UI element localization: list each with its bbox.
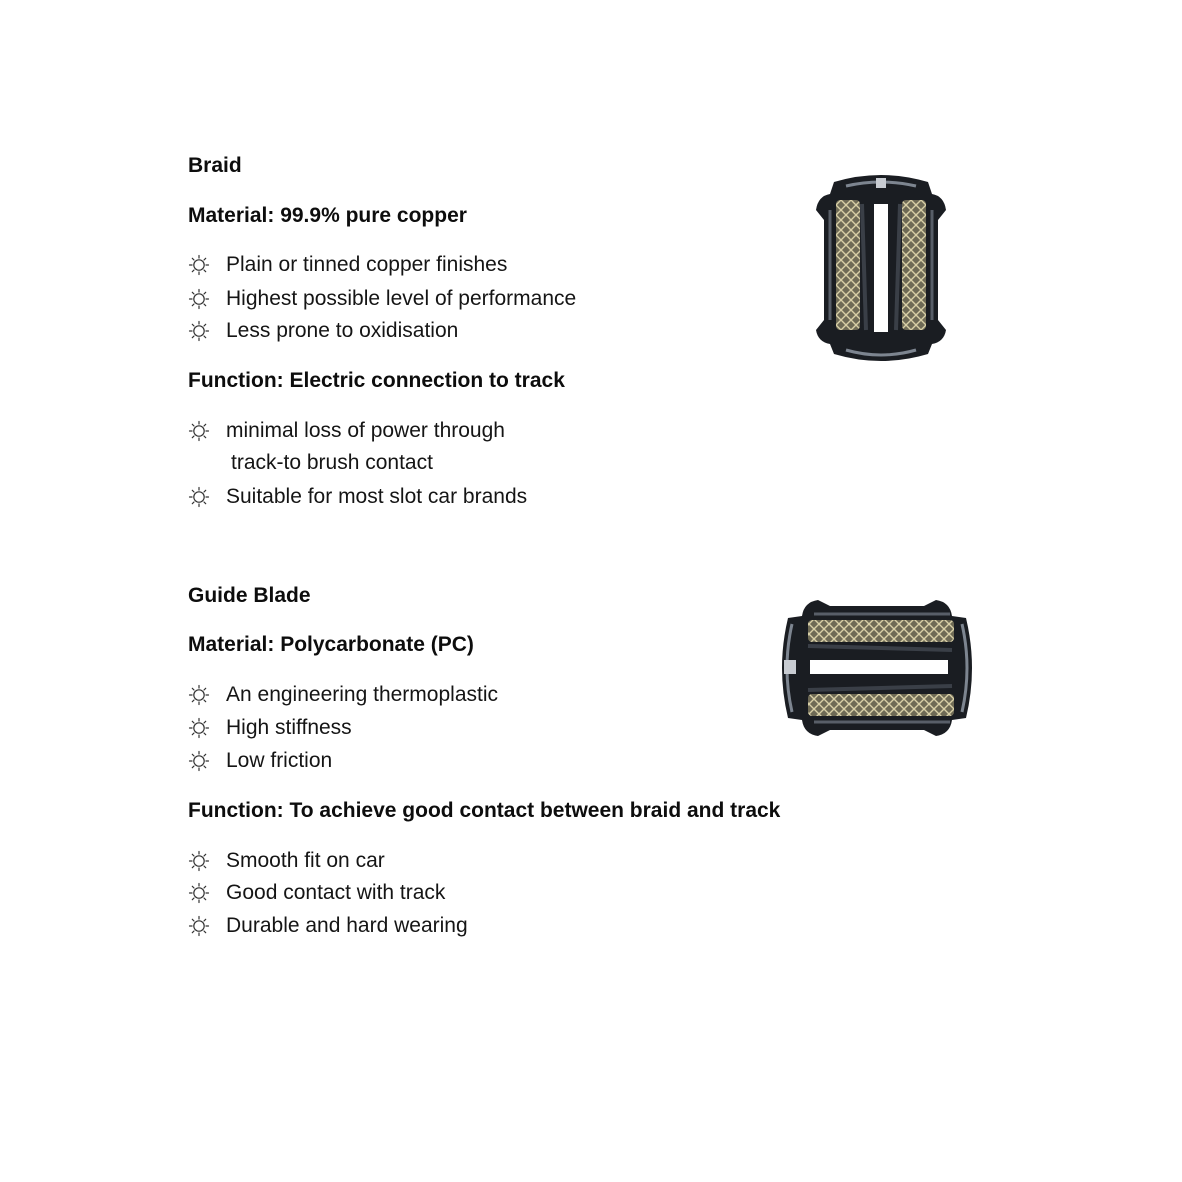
sun-outline-icon	[188, 750, 210, 772]
sun-outline-icon	[188, 684, 210, 706]
sun-outline-icon	[188, 717, 210, 739]
list-item-text: Smooth fit on car	[226, 849, 385, 872]
braid-title: Braid	[188, 154, 242, 177]
sun-outline-icon	[188, 486, 210, 508]
list-item-text: An engineering thermoplastic	[226, 683, 498, 706]
list-item-text: Less prone to oxidisation	[226, 319, 459, 342]
list-item-text: Suitable for most slot car brands	[226, 485, 528, 508]
guide-blade-function-heading: Function: To achieve good contact between braid and track	[188, 799, 781, 822]
braid-guide-vertical-photo	[806, 170, 956, 366]
sun-outline-icon	[188, 320, 210, 342]
sun-outline-icon	[188, 850, 210, 872]
sun-outline-icon	[188, 254, 210, 276]
braid-material-heading: Material: 99.9% pure copper	[188, 204, 467, 227]
sun-outline-icon	[188, 420, 210, 442]
list-item-text: Low friction	[226, 749, 333, 772]
sun-outline-icon	[188, 915, 210, 937]
list-item-text: Plain or tinned copper finishes	[226, 253, 508, 276]
list-item-text: Good contact with track	[226, 881, 446, 904]
list-item-continuation: track-to brush contact	[231, 451, 433, 474]
list-item-text: Highest possible level of performance	[226, 287, 577, 310]
sun-outline-icon	[188, 288, 210, 310]
braid-function-heading: Function: Electric connection to track	[188, 369, 565, 392]
list-item-text: Durable and hard wearing	[226, 914, 468, 937]
sun-outline-icon	[188, 882, 210, 904]
guide-blade-material-heading: Material: Polycarbonate (PC)	[188, 633, 474, 656]
guide-blade-horizontal-photo	[774, 594, 980, 742]
list-item-text: High stiffness	[226, 716, 352, 739]
guide-blade-title: Guide Blade	[188, 584, 311, 607]
list-item-text: minimal loss of power through	[226, 419, 505, 442]
